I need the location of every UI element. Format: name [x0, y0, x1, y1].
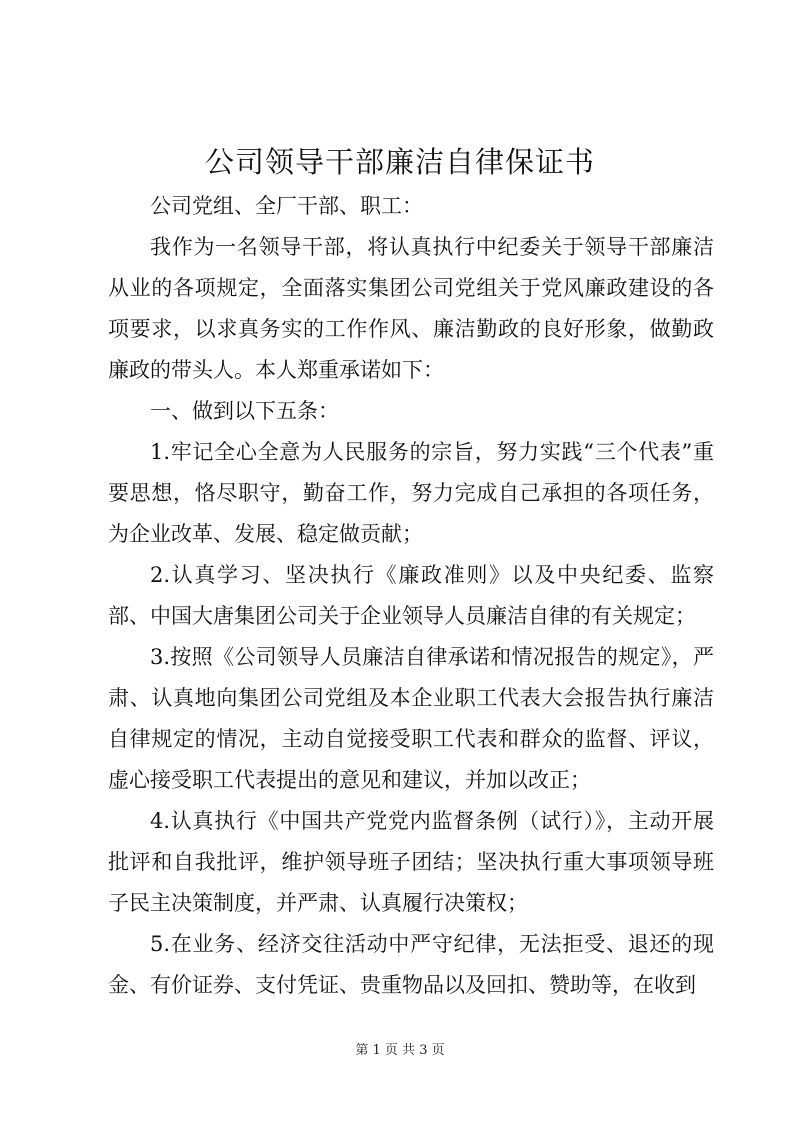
- document-body: [108, 186, 714, 1006]
- commitment-item-2: 2.认真学习、坚决执行《廉政准则》以及中央纪委、监察部、中国大唐集团公司关于企业领导人员廉洁自律的有关规定；: [108, 563, 714, 628]
- salutation-paragraph: 公司党组、全厂干部、职工：: [150, 194, 423, 218]
- section-heading: 一、做到以下五条：: [150, 399, 339, 423]
- commitment-item-1: 1.牢记全心全意为人民服务的宗旨，努力实践“三个代表”重要思想，恪尽职守，勤奋工作，努力完成自己承担的各项任务，为企业改革、发展、稳定做贡献；: [108, 440, 714, 546]
- commitment-item-4: 4.认真执行《中国共产党党内监督条例（试行）》，主动开展批评和自我批评，维护领导班子团结；坚决执行重大事项领导班子民主决策制度，并严肃、认真履行决策权；: [108, 809, 714, 915]
- page-number-footer: 第 1 页 共 3 页: [355, 1043, 445, 1058]
- commitment-item-3: 3.按照《公司领导人员廉洁自律承诺和情况报告的规定》，严肃、认真地向集团公司党组及本企业职工代表大会报告执行廉洁自律规定的情况，主动自觉接受职工代表和群众的监督、评议，虚心接受职工代表提出的意见和建议，并加以改正；: [108, 645, 714, 792]
- intro-paragraph: 我作为一名领导干部，将认真执行中纪委关于领导干部廉洁从业的各项规定，全面落实集团公司党组关于党风廉政建设的各项要求，以求真务实的工作作风、廉洁勤政的良好形象，做勤政廉政的带头人。本人郑重承诺如下：: [108, 235, 714, 382]
- document-title: 公司领导干部廉洁自律保证书: [204, 145, 595, 179]
- commitment-item-5: 5.在业务、经济交往活动中严守纪律，无法拒受、退还的现金、有价证券、支付凭证、贵重物品以及回扣、赞助等，在收到: [108, 932, 714, 997]
